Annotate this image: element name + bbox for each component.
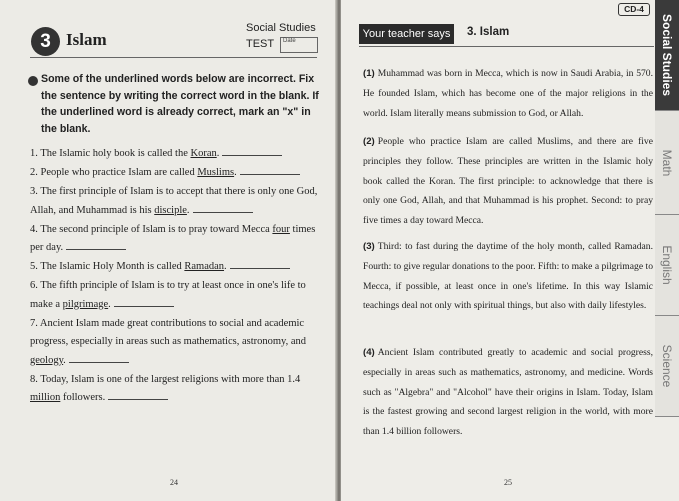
answer-blank[interactable] — [240, 165, 300, 175]
tab-social-studies[interactable]: Social Studies — [655, 0, 679, 111]
answer-blank[interactable] — [230, 259, 290, 269]
subject-label: Social Studies — [246, 22, 316, 34]
paragraph: (3) Third: to fast during the daytime of the holy month, called Ramadan. Fourth: to give regular donations to the poor. Fifth: to make a pilgrimage to Mecca, if possible, at least once in one's lifetime. In this way Islamic teachings deal not only with spiritual things, but also with daily lifestyles. — [363, 241, 653, 312]
left-page — [0, 0, 339, 501]
underlined-word: Koran — [190, 148, 217, 159]
bullet-icon — [28, 76, 38, 86]
answer-blank[interactable] — [222, 146, 282, 156]
question-item: 7. Ancient Islam made great contributions to social and academic progress, especially in areas such as mathematics, astronomy, and geology. — [30, 317, 307, 366]
question-item: 8. Today, Islam is one of the largest religions with more than 1.4 million followers. — [30, 373, 301, 403]
answer-blank[interactable] — [114, 297, 174, 307]
underlined-word: Ramadan — [184, 261, 225, 272]
underlined-word: Muslims — [197, 167, 235, 178]
answer-blank[interactable] — [66, 240, 126, 250]
lesson-title: Islam — [66, 30, 107, 49]
teacher-says-banner: Your teacher says — [359, 24, 454, 44]
underlined-word: four — [272, 223, 290, 235]
subject-tabs — [655, 0, 679, 501]
header-divider — [359, 46, 654, 47]
question-item: 1. The Islamic holy book is called the Koran. — [30, 145, 320, 164]
tab-math[interactable]: Math — [655, 111, 679, 215]
underlined-word: geology — [30, 354, 64, 366]
paragraph: (1) Muhammad was born in Mecca, which is now in Saudi Arabia, in 570. He founded Islam, which has become one of the major religions in the world. Islam literally means submission to God, or Allah. — [363, 68, 653, 119]
answer-blank[interactable] — [108, 390, 168, 400]
question-item: 4. The second principle of Islam is to pray toward Mecca four times per day. — [30, 223, 316, 253]
paragraph: (2) People who practice Islam are called Muslims, and there are five principles they follow. These principles are written in the Islamic holy book called the Koran. The first principle: to acknowledge that there is only one God, Allah, and that Muhammad is his prophet. Second: to pray five times a day toward Mecca. — [363, 136, 653, 227]
date-field[interactable] — [280, 37, 318, 53]
tab-english[interactable]: English — [655, 215, 679, 316]
reading-title: 3. Islam — [467, 26, 510, 38]
underlined-word: pilgrimage — [62, 298, 109, 310]
page-number: 24 — [170, 478, 178, 487]
header-divider — [30, 57, 317, 58]
question-item: 6. The fifth principle of Islam is to try at least once in one's life to make a pilgrimage. — [30, 280, 306, 310]
instructions: Some of the underlined words below are incorrect. Fix the sentence by writing the correct word in the blank. If the underlined word is already correct, mark an "x" in the blank. — [41, 73, 319, 135]
date-label: Date — [283, 38, 296, 44]
question-item: 3. The first principle of Islam is to accept that there is only one God, Allah, and Muhammad is his disciple. — [30, 186, 318, 216]
paragraph: (4) Ancient Islam contributed greatly to academic and social progress, especially in areas such as mathematics, astronomy, and medicine. Words such as "Algebra" and "Alcohol" have their origins in Islam. Today, Islam is the fastest growing and second largest religion in the world, with more than 1.4 billion followers. — [363, 347, 653, 438]
page-number: 25 — [504, 478, 512, 487]
test-label: TEST — [246, 38, 275, 50]
lesson-number-badge: 3 — [31, 27, 60, 56]
underlined-word: million — [30, 392, 61, 403]
answer-blank[interactable] — [193, 203, 253, 213]
underlined-word: disciple — [154, 204, 187, 216]
answer-blank[interactable] — [69, 353, 129, 363]
right-page — [341, 0, 679, 501]
question-item: 2. People who practice Islam are called Muslims. — [30, 164, 320, 183]
question-item: 5. The Islamic Holy Month is called Ramadan. — [30, 258, 320, 277]
cd-track-label: CD-4 — [618, 3, 650, 16]
question-list — [30, 145, 320, 408]
tab-science[interactable]: Science — [655, 316, 679, 417]
